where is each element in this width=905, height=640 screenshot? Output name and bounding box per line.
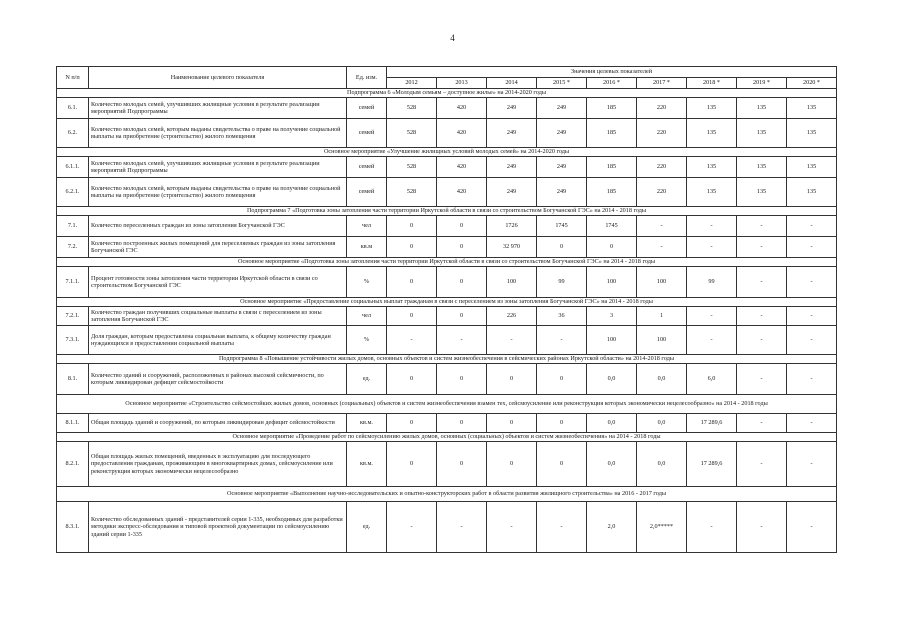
table-row <box>57 502 837 553</box>
page-number: 4 <box>450 33 455 43</box>
value-cell: 99 <box>687 267 737 298</box>
value-cell: - <box>737 216 787 237</box>
value-cell: 528 <box>387 119 437 148</box>
value-cell: 135 <box>787 119 837 148</box>
value-cell: - <box>437 326 487 355</box>
indicator-name: Количество молодых семей, которым выданы свидетельства о праве на получение социальной выплаты на приобретение (строительство) жилого помещения <box>89 178 347 207</box>
value-cell: 185 <box>587 119 637 148</box>
value-cell: - <box>637 237 687 258</box>
value-cell: 185 <box>587 178 637 207</box>
section-title: Основное мероприятие «Проведение работ по сейсмоусилению жилых домов, основных (социальных) объектов и систем жизнеобеспечения» на 2014 - 2018 годы <box>57 433 837 442</box>
value-cell: - <box>637 216 687 237</box>
table-row <box>57 442 837 487</box>
row-number: 7.1.1. <box>57 267 89 298</box>
table-row <box>57 267 837 298</box>
table-body <box>57 89 837 553</box>
indicator-name: Количество переселенных граждан из зоны затопления Богучанской ГЭС <box>89 216 347 237</box>
value-cell: 420 <box>437 157 487 178</box>
value-cell: 0 <box>387 237 437 258</box>
indicator-name: Доля граждан, которым предоставлена социальная выплата, к общему количеству граждан нуждающихся в предоставлении социальной выплаты <box>89 326 347 355</box>
value-cell: - <box>737 364 787 395</box>
value-cell: 528 <box>387 178 437 207</box>
section-title: Основное мероприятие «Выполнение научно-исследовательских и опытно-конструкторских работ в области развития жилищного строительства» на 2016 - 2017 годы <box>57 487 837 502</box>
header-year: 2013 <box>437 78 487 89</box>
header-unit: Ед. изм. <box>347 67 387 89</box>
value-cell: 0 <box>437 307 487 326</box>
value-cell: 249 <box>487 178 537 207</box>
unit-of-measure: чел <box>347 307 387 326</box>
table-row <box>57 216 837 237</box>
value-cell: 0 <box>437 267 487 298</box>
value-cell: 17 289,6 <box>687 442 737 487</box>
header-year: 2018 * <box>687 78 737 89</box>
value-cell: 1745 <box>537 216 587 237</box>
indicator-name: Количество построенных жилых помещений для переселяемых граждан из зоны затопления Богучанской ГЭС <box>89 237 347 258</box>
table-row <box>57 364 837 395</box>
row-number: 7.2.1. <box>57 307 89 326</box>
value-cell: 0 <box>387 216 437 237</box>
value-cell: 0 <box>387 267 437 298</box>
value-cell: 220 <box>637 157 687 178</box>
value-cell: 32 970 <box>487 237 537 258</box>
value-cell: - <box>737 267 787 298</box>
value-cell: 3 <box>587 307 637 326</box>
value-cell: - <box>787 216 837 237</box>
unit-of-measure: чел <box>347 216 387 237</box>
section-row <box>57 207 837 216</box>
indicator-name: Процент готовности зоны затопления части территории Иркутской области в связи со строительством Богучанской ГЭС <box>89 267 347 298</box>
row-number: 6.2. <box>57 119 89 148</box>
row-number: 8.1.1. <box>57 414 89 433</box>
section-title: Основное мероприятие «Предоставление социальных выплат гражданам в связи с переселением из зоны затопления Богучанской ГЭС» на 2014 - 2018 годы <box>57 298 837 307</box>
unit-of-measure: % <box>347 326 387 355</box>
value-cell: 0 <box>487 414 537 433</box>
value-cell: - <box>737 326 787 355</box>
section-title: Основное мероприятие «Подготовка зоны затопления части территории Иркутской области в связи со строительством Богучанской ГЭС» на 2014 - 2018 годы <box>57 258 837 267</box>
value-cell: 100 <box>637 326 687 355</box>
table-row <box>57 326 837 355</box>
value-cell: 2,0***** <box>637 502 687 553</box>
header-year: 2019 * <box>737 78 787 89</box>
value-cell: - <box>687 237 737 258</box>
value-cell: 135 <box>787 178 837 207</box>
value-cell: 528 <box>387 98 437 119</box>
value-cell: 135 <box>737 157 787 178</box>
value-cell: 0 <box>437 414 487 433</box>
value-cell: - <box>687 326 737 355</box>
value-cell: 226 <box>487 307 537 326</box>
indicator-name: Количество молодых семей, улучшивших жилищные условия в результате реализации мероприятий Подпрограммы <box>89 98 347 119</box>
indicator-name: Количество молодых семей, которым выданы свидетельства о праве на получение социальной выплаты на приобретение (строительство) жилого помещения <box>89 119 347 148</box>
section-title: Подпрограмма 7 «Подготовка зоны затопления части территории Иркутской области в связи со строительством Богучанской ГЭС» на 2014 - 2018 годы <box>57 207 837 216</box>
value-cell: 0 <box>537 442 587 487</box>
value-cell: 0 <box>487 442 537 487</box>
section-row <box>57 298 837 307</box>
indicator-name: Общая площадь жилых помещений, введенных в эксплуатацию для последующего предоставления гражданам, проживающим в многоквартирных домах, сейсмоусиление или реконструкция которых экономически нецелесообразно <box>89 442 347 487</box>
unit-of-measure: ед. <box>347 502 387 553</box>
value-cell: - <box>687 502 737 553</box>
value-cell: 17 289,6 <box>687 414 737 433</box>
value-cell: 135 <box>787 98 837 119</box>
header-year: 2012 <box>387 78 437 89</box>
section-row <box>57 395 837 414</box>
value-cell: - <box>737 414 787 433</box>
section-row <box>57 89 837 98</box>
table-header <box>57 67 837 89</box>
table-row <box>57 307 837 326</box>
value-cell: 420 <box>437 178 487 207</box>
header-year: 2017 * <box>637 78 687 89</box>
value-cell: - <box>737 502 787 553</box>
value-cell: 135 <box>687 119 737 148</box>
table-row <box>57 178 837 207</box>
value-cell: - <box>537 326 587 355</box>
value-cell: 1726 <box>487 216 537 237</box>
unit-of-measure: % <box>347 267 387 298</box>
row-number: 6.1. <box>57 98 89 119</box>
value-cell: 249 <box>487 157 537 178</box>
table-row <box>57 414 837 433</box>
value-cell: 0 <box>537 237 587 258</box>
value-cell: - <box>487 326 537 355</box>
row-number: 6.1.1. <box>57 157 89 178</box>
unit-of-measure: семей <box>347 178 387 207</box>
unit-of-measure: кв.м. <box>347 414 387 433</box>
value-cell: 0 <box>387 442 437 487</box>
value-cell: 185 <box>587 157 637 178</box>
value-cell: 100 <box>587 267 637 298</box>
value-cell: 249 <box>487 119 537 148</box>
value-cell: - <box>787 414 837 433</box>
section-title: Основное мероприятие «Улучшение жилищных условий молодых семей» на 2014-2020 годы <box>57 148 837 157</box>
value-cell: 0 <box>437 442 487 487</box>
value-cell: 0 <box>387 364 437 395</box>
row-number: 8.2.1. <box>57 442 89 487</box>
header-values: Значения целевых показателей <box>387 67 837 78</box>
value-cell: 1745 <box>587 216 637 237</box>
value-cell: - <box>537 502 587 553</box>
value-cell: 135 <box>687 157 737 178</box>
value-cell: - <box>687 307 737 326</box>
value-cell: 135 <box>737 98 787 119</box>
value-cell: 420 <box>437 119 487 148</box>
value-cell: 249 <box>537 98 587 119</box>
value-cell: - <box>737 442 787 487</box>
value-cell: 249 <box>537 178 587 207</box>
value-cell: - <box>787 267 837 298</box>
value-cell: 0 <box>387 414 437 433</box>
value-cell: - <box>437 502 487 553</box>
indicator-name: Количество обследованных зданий - представителей серии 1-335, необходимых для разработки методики экспресс-обследования и типовой проектной документации по сейсмоусилению зданий серии 1-335 <box>89 502 347 553</box>
unit-of-measure: кв.м. <box>347 442 387 487</box>
value-cell: 36 <box>537 307 587 326</box>
value-cell: 135 <box>737 119 787 148</box>
section-row <box>57 433 837 442</box>
indicator-name: Количество граждан получивших социальные выплаты в связи с переселением из зоны затопления Богучанской ГЭС <box>89 307 347 326</box>
value-cell: 0 <box>487 364 537 395</box>
value-cell: 1 <box>637 307 687 326</box>
section-title: Основное мероприятие «Строительство сейсмостойких жилых домов, основных (социальных) объектов и систем жизнеобеспечения взамен тех, сейсмоусиление или реконструкция которых экономически нецелесообразно» на 2014 - 2018 годы <box>57 395 837 414</box>
section-row <box>57 487 837 502</box>
value-cell: 420 <box>437 98 487 119</box>
value-cell: 0 <box>437 364 487 395</box>
header-name: Наименование целевого показателя <box>89 67 347 89</box>
row-number: 7.1. <box>57 216 89 237</box>
value-cell: - <box>487 502 537 553</box>
value-cell: - <box>787 364 837 395</box>
value-cell: - <box>787 307 837 326</box>
value-cell: - <box>387 502 437 553</box>
value-cell: 0,0 <box>637 414 687 433</box>
header-year: 2016 * <box>587 78 637 89</box>
target-indicators-table <box>56 66 837 553</box>
value-cell: 0,0 <box>637 364 687 395</box>
value-cell: 220 <box>637 98 687 119</box>
value-cell: 185 <box>587 98 637 119</box>
indicator-name: Количество зданий и сооружений, расположенных в районах высокой сейсмичности, по которым ликвидирован дефицит сейсмостойкости <box>89 364 347 395</box>
section-title: Подпрограмма 8 «Повышение устойчивости жилых домов, основных объектов и систем жизнеобеспечения в сейсмических районах Иркутской области» на 2014-2018 годы <box>57 355 837 364</box>
value-cell: 100 <box>587 326 637 355</box>
table-row <box>57 98 837 119</box>
value-cell: - <box>787 237 837 258</box>
value-cell: 0,0 <box>637 442 687 487</box>
table-row <box>57 157 837 178</box>
value-cell: 6,0 <box>687 364 737 395</box>
row-number: 6.2.1. <box>57 178 89 207</box>
value-cell: 135 <box>737 178 787 207</box>
section-title: Подпрограмма 6 «Молодым семьям – доступное жилье» на 2014-2020 годы <box>57 89 837 98</box>
value-cell: 135 <box>687 178 737 207</box>
section-row <box>57 258 837 267</box>
value-cell: 0,0 <box>587 414 637 433</box>
value-cell: 100 <box>637 267 687 298</box>
header-year: 2020 * <box>787 78 837 89</box>
table-row <box>57 119 837 148</box>
table-row <box>57 237 837 258</box>
value-cell: - <box>787 502 837 553</box>
value-cell: - <box>787 326 837 355</box>
value-cell: - <box>387 326 437 355</box>
value-cell: 0 <box>537 364 587 395</box>
section-row <box>57 148 837 157</box>
value-cell: 0,0 <box>587 364 637 395</box>
value-cell: - <box>687 216 737 237</box>
value-cell: 0 <box>387 307 437 326</box>
value-cell: 220 <box>637 178 687 207</box>
section-row <box>57 355 837 364</box>
value-cell: 2,0 <box>587 502 637 553</box>
value-cell: 100 <box>487 267 537 298</box>
value-cell: - <box>787 442 837 487</box>
value-cell: 528 <box>387 157 437 178</box>
value-cell: - <box>737 237 787 258</box>
value-cell: 249 <box>537 119 587 148</box>
indicator-name: Общая площадь зданий и сооружений, по которым ликвидирован дефицит сейсмостойкости <box>89 414 347 433</box>
value-cell: - <box>737 307 787 326</box>
row-number: 8.1. <box>57 364 89 395</box>
header-year: 2014 <box>487 78 537 89</box>
unit-of-measure: семей <box>347 98 387 119</box>
value-cell: 0 <box>437 237 487 258</box>
value-cell: 135 <box>687 98 737 119</box>
row-number: 7.3.1. <box>57 326 89 355</box>
header-num: N п/п <box>57 67 89 89</box>
value-cell: 220 <box>637 119 687 148</box>
unit-of-measure: семей <box>347 119 387 148</box>
header-year: 2015 * <box>537 78 587 89</box>
unit-of-measure: кв.м <box>347 237 387 258</box>
unit-of-measure: семей <box>347 157 387 178</box>
value-cell: 249 <box>537 157 587 178</box>
value-cell: 99 <box>537 267 587 298</box>
value-cell: 0 <box>537 414 587 433</box>
unit-of-measure: ед. <box>347 364 387 395</box>
row-number: 7.2. <box>57 237 89 258</box>
indicator-name: Количество молодых семей, улучшивших жилищные условия в результате реализации мероприятий Подпрограммы <box>89 157 347 178</box>
value-cell: 0,0 <box>587 442 637 487</box>
value-cell: 135 <box>787 157 837 178</box>
value-cell: 0 <box>437 216 487 237</box>
value-cell: 249 <box>487 98 537 119</box>
row-number: 8.3.1. <box>57 502 89 553</box>
value-cell: 0 <box>587 237 637 258</box>
